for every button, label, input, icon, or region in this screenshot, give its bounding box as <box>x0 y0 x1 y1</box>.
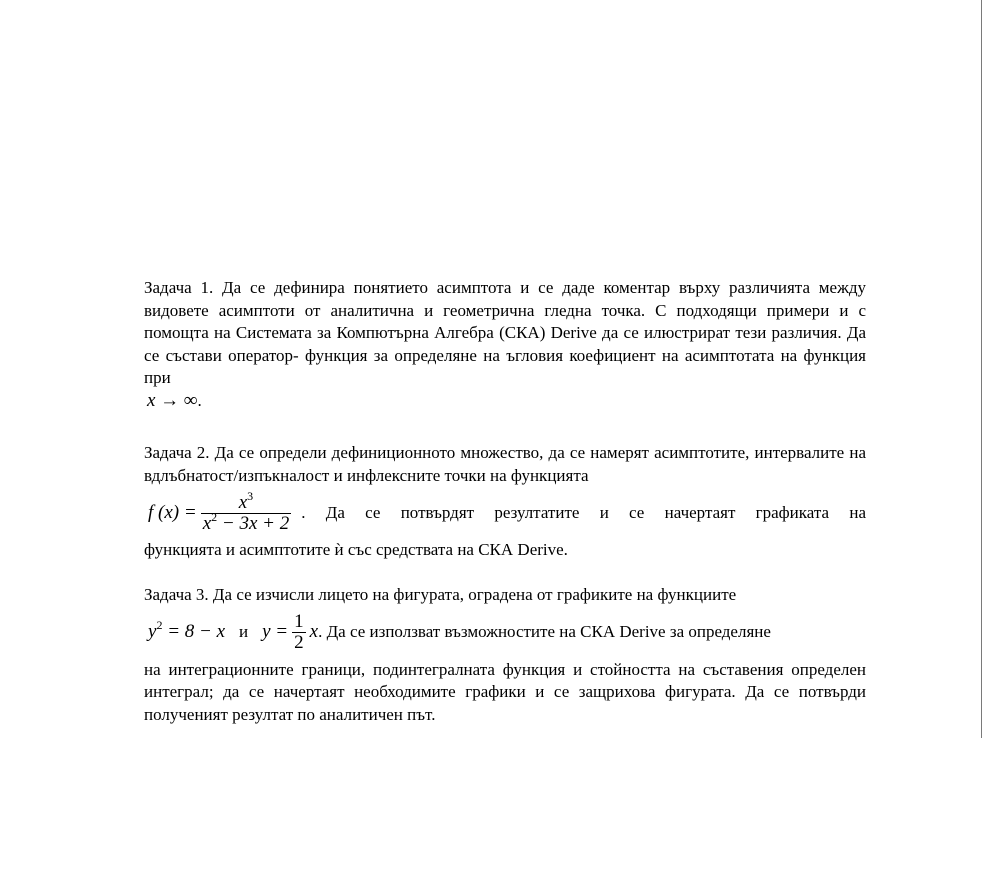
task-3-eq2-lhs: y = <box>262 621 289 643</box>
task-1-formula: x → ∞ <box>147 390 198 412</box>
task-1-formula-end: . <box>197 391 202 411</box>
task-3-intro: Задача 3. Да се изчисли лицето на фигурата, оградена от графиките на функциите <box>144 585 737 604</box>
task-2-outro: функцията и асимптотите ѝ със средствата на СКА Derive. <box>144 540 568 559</box>
task-3-after-formula: . Да се използват възможностите на СКА Derive за определяне <box>318 622 771 642</box>
task-3-formula-row <box>144 607 866 659</box>
task-3-eq1: $y^2 = 8 - x$ <box>148 618 226 643</box>
task-3-denominator: 2 <box>294 632 304 653</box>
spacer <box>144 414 866 437</box>
task-2-formula-lhs: f (x) = <box>148 501 197 523</box>
task-2-formula-row <box>144 487 866 539</box>
task-2-after-formula: . Да се потвърдят резултатите и се начертаят графиката на <box>301 502 866 522</box>
task-3-numerator: 1 <box>294 611 304 632</box>
task-1-text: Задача 1. Да се дефинира понятието асимптота и се даде коментар върху различията между видовете асимптоти от аналитична и геометрична гледна точка. С подходящи примери и с помощта на Системата за Компютърна Алгебра (СКА) Derive да се илюстрират тези различия. Да се състави оператор- функция за определяне на ъгловия коефициент на асимптотата на функция при <box>144 278 866 387</box>
task-3-eq2-x: x <box>309 621 319 643</box>
task-3-conjunction: и <box>239 622 249 642</box>
task-2-intro: Задача 2. Да се определи дефиниционното множество, да се намерят асимптотите, интервалите на вдлъбнатост/изпъкналост и инфлексните точки на функцията <box>144 443 866 485</box>
task-2-denominator: $x^2 - 3x + 2$ <box>202 509 290 534</box>
document-body <box>144 277 866 726</box>
task-2-fraction <box>201 488 292 534</box>
page-edge <box>981 0 982 738</box>
spacer <box>144 562 866 585</box>
task-1-formula-line <box>147 390 866 414</box>
task-3-outro: на интеграционните граници, подинтегралната функция и стойността на съставения определен интеграл; да се начертаят необходимите графики и се защрихова фигурата. Да се потвърди полученият резултат по аналитичен път. <box>144 659 866 724</box>
task-2-numerator: $x^3$ <box>238 488 254 513</box>
task-3-fraction <box>292 612 306 653</box>
